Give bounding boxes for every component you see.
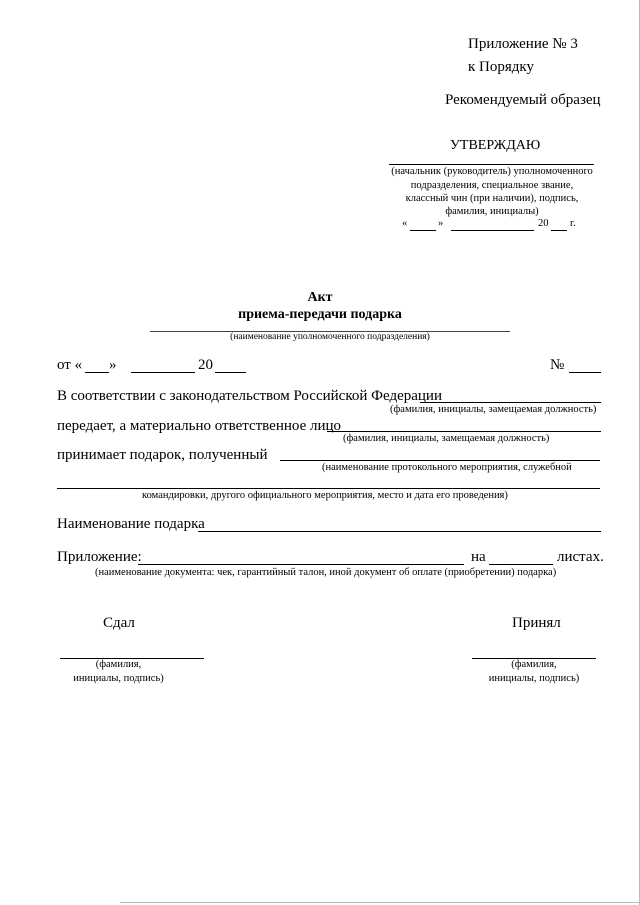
gave-label: Сдал xyxy=(103,615,135,631)
gift-name-label: Наименование подарка xyxy=(57,516,205,532)
gave-hint-2: инициалы, подпись) xyxy=(73,673,164,684)
act-year-prefix: 20 xyxy=(198,357,213,373)
receiver-field[interactable] xyxy=(327,431,601,432)
attachment-sheets: листах. xyxy=(557,549,604,565)
transferor-field[interactable] xyxy=(420,402,601,403)
attachment-hint: (наименование документа: чек, гарантийный талон, иной документ об оплате (приобретении) подарка) xyxy=(95,567,557,578)
approve-year-suffix: г. xyxy=(570,218,576,229)
act-date-from: от « xyxy=(57,357,83,373)
approver-hint-2: подразделения, специальное звание, xyxy=(410,180,574,191)
received-hint-1: (фамилия, xyxy=(511,659,557,670)
act-date-close: » xyxy=(109,357,117,373)
attachment-field[interactable] xyxy=(138,564,464,565)
received-hint-2: инициалы, подпись) xyxy=(488,673,580,684)
act-title: Акт xyxy=(307,290,333,305)
approve-date-open: « xyxy=(402,218,408,229)
recommended-sample-label: Рекомендуемый образец xyxy=(445,92,601,108)
accepts-gift-intro: принимает подарок, полученный xyxy=(57,447,268,463)
approve-title: УТВЕРЖДАЮ xyxy=(450,138,541,153)
unit-name-hint: (наименование уполномоченного подразделения) xyxy=(230,332,430,342)
approve-day-field[interactable] xyxy=(410,230,436,231)
event-field[interactable] xyxy=(280,460,600,461)
attachment-on: на xyxy=(471,549,486,565)
event-hint-2: командировки, другого официального мероприятия, место и дата его проведения) xyxy=(142,490,508,501)
gift-name-field[interactable] xyxy=(198,531,601,532)
act-number-sign: № xyxy=(550,357,565,373)
appendix-number: Приложение № 3 xyxy=(468,36,578,52)
transferor-intro: В соответствии с законодательством Российской Федерации xyxy=(57,388,442,404)
gave-hint-1: (фамилия, xyxy=(95,659,142,670)
approver-hint-1: (начальник (руководитель) уполномоченного xyxy=(391,166,593,177)
approve-year-prefix: 20 xyxy=(538,218,549,229)
act-number-field[interactable] xyxy=(569,372,601,373)
approver-hint-4: фамилия, инициалы) xyxy=(445,206,539,217)
approver-signature-line xyxy=(389,164,594,165)
scan-edge-bottom xyxy=(120,902,640,903)
sheets-count-field[interactable] xyxy=(489,564,553,565)
approver-hint-3: классный чин (при наличии), подпись, xyxy=(405,193,579,204)
approve-date-close: » xyxy=(438,218,444,229)
event-field-continued[interactable] xyxy=(57,488,600,489)
event-hint-1: (наименование протокольного мероприятия, служебной xyxy=(322,462,572,473)
to-order-label: к Порядку xyxy=(468,59,534,75)
receiver-intro: передает, а материально ответственное лицо xyxy=(57,418,342,434)
approve-month-field[interactable] xyxy=(451,230,534,231)
transferor-hint: (фамилия, инициалы, замещаемая должность) xyxy=(390,404,597,415)
act-subtitle: приема-передачи подарка xyxy=(238,307,402,322)
act-year-field[interactable] xyxy=(215,372,246,373)
received-label: Принял xyxy=(512,615,561,631)
act-day-field[interactable] xyxy=(85,372,109,373)
act-month-field[interactable] xyxy=(131,372,195,373)
receiver-hint: (фамилия, инициалы, замещаемая должность) xyxy=(343,433,550,444)
attachment-label: Приложение: xyxy=(57,549,142,565)
approve-year-field[interactable] xyxy=(551,230,567,231)
